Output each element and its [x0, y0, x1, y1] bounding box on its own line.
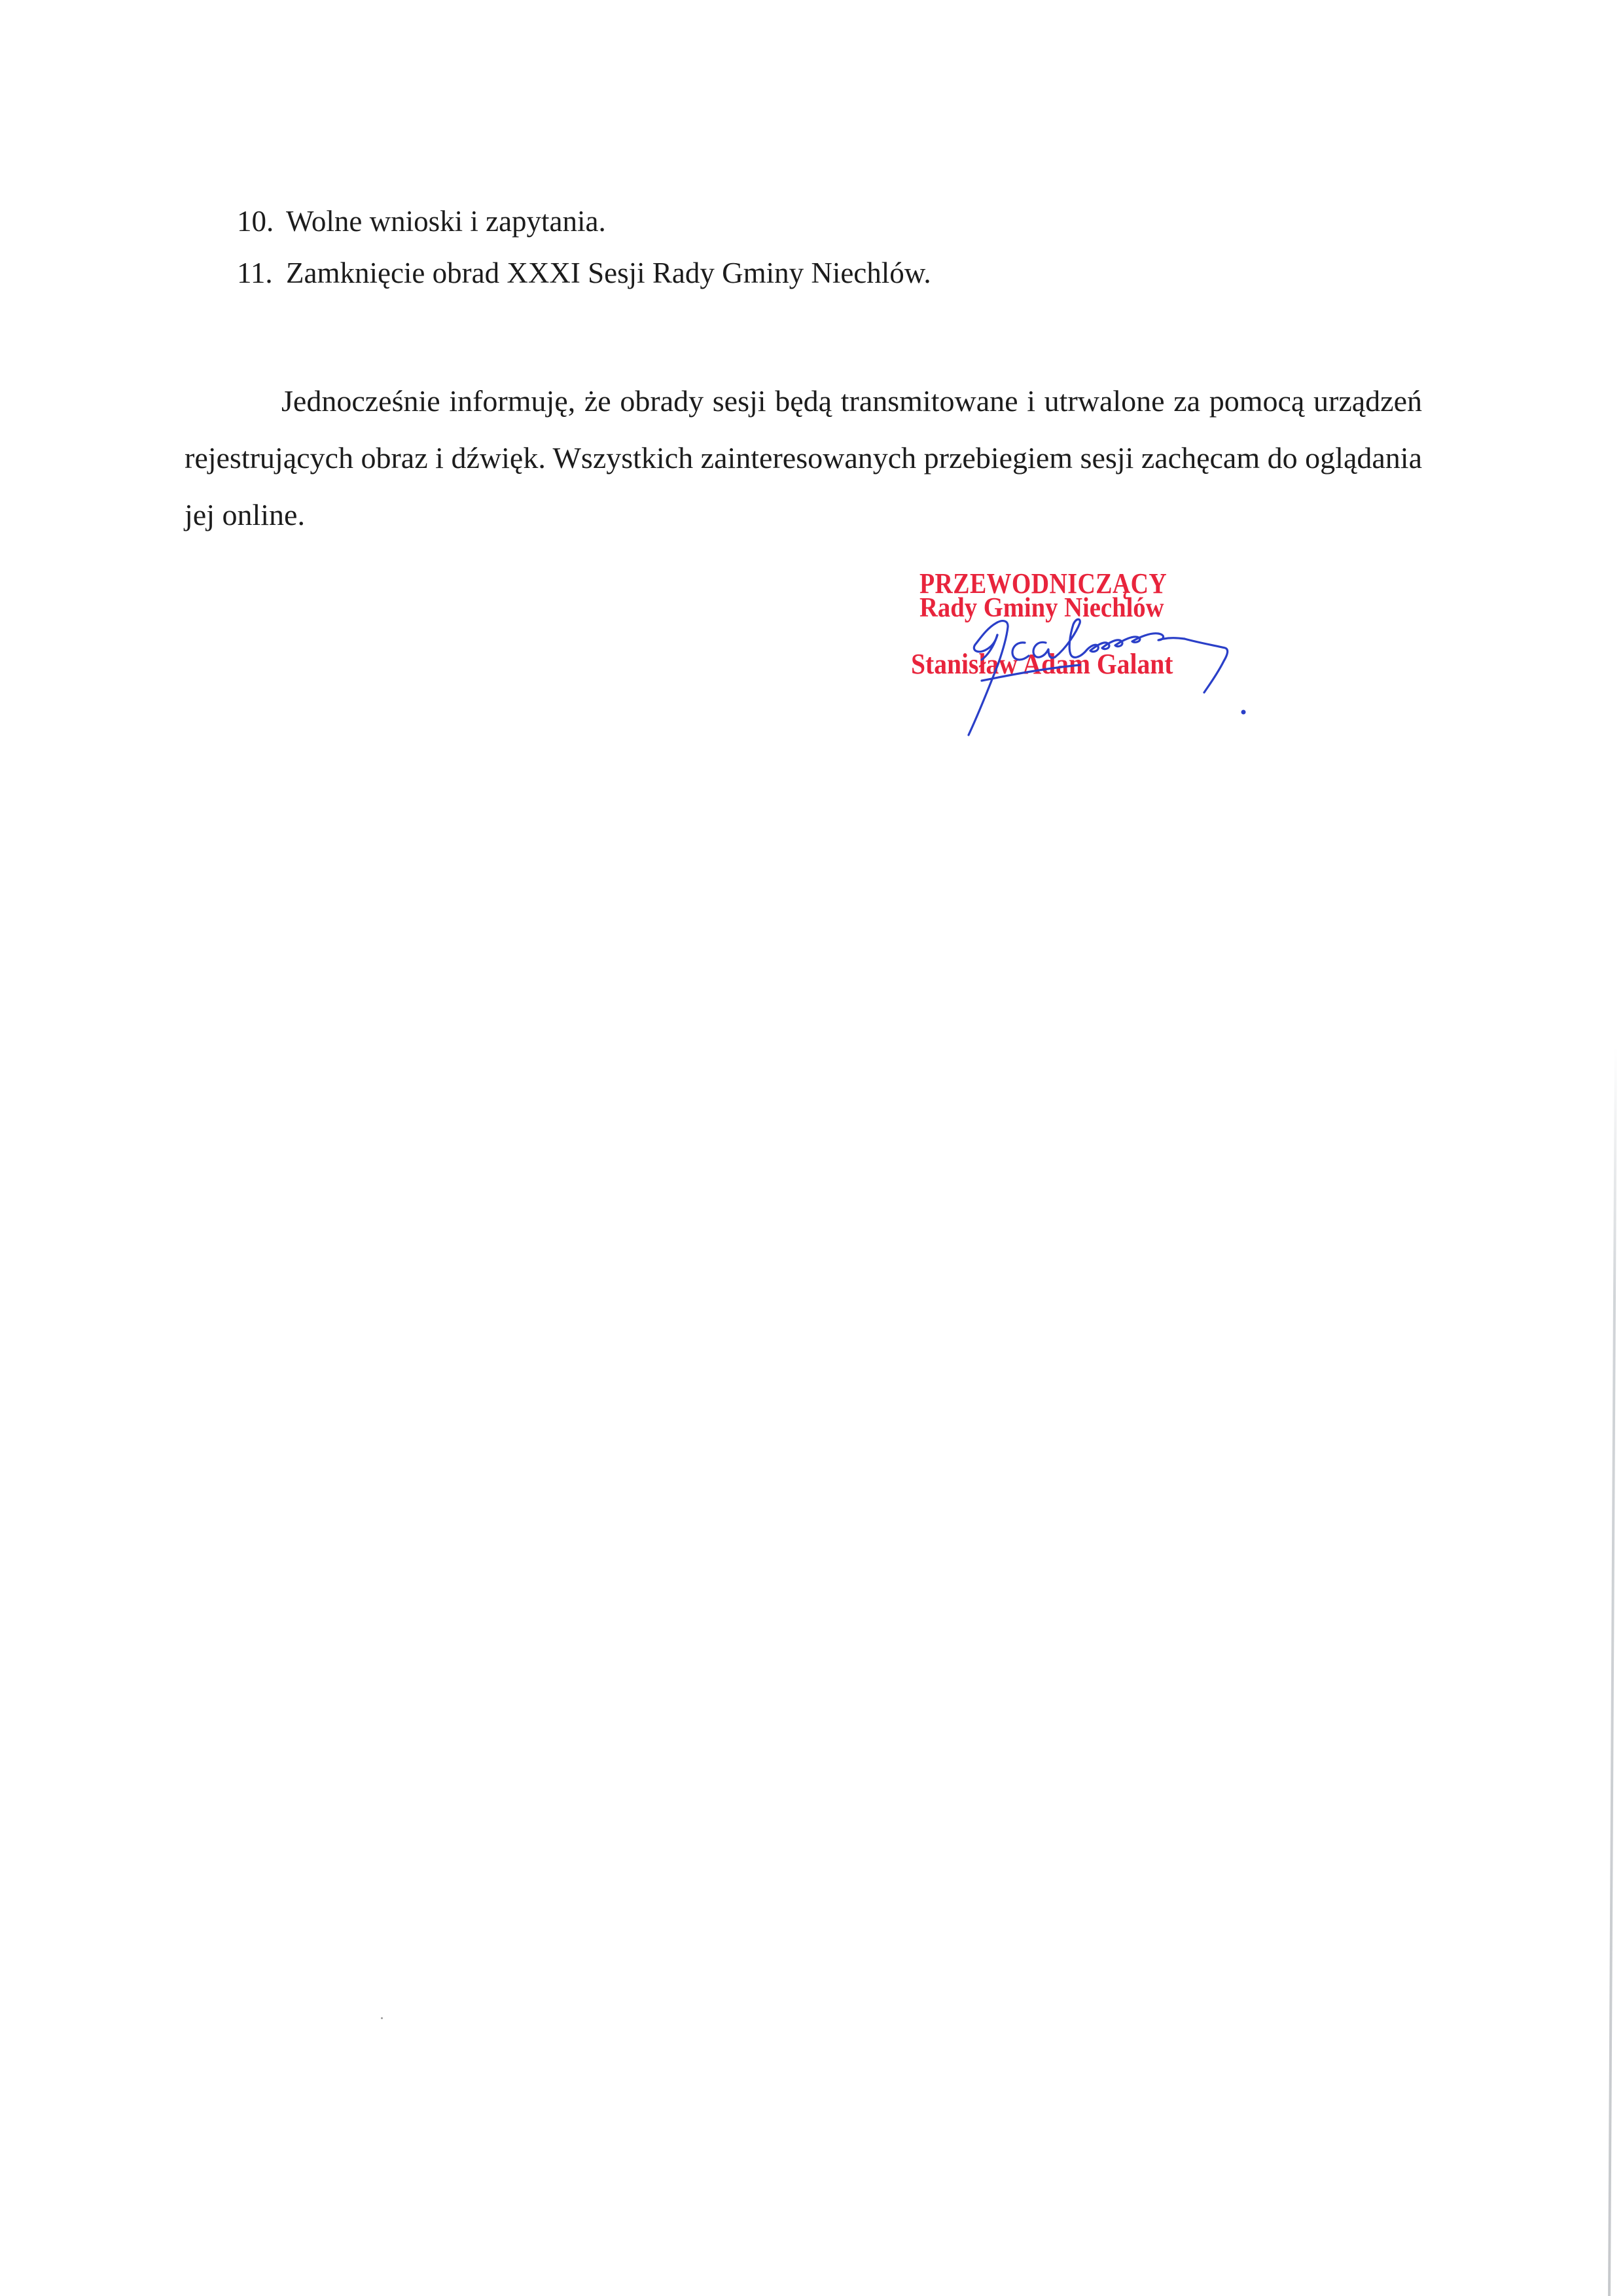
- agenda-text: Wolne wnioski i zapytania.: [286, 205, 606, 238]
- scan-speck: [381, 2017, 383, 2019]
- stamp-title: PRZEWODNICZĄCY: [919, 567, 1168, 600]
- agenda-item-11: [237, 259, 931, 288]
- stamp-council: Rady Gminy Niechlów: [919, 593, 1164, 623]
- stamp-name: Stanisław Adam Galant: [911, 648, 1173, 680]
- scan-edge-line: [1608, 1047, 1617, 2296]
- handwritten-signature-icon: [942, 609, 1257, 753]
- agenda-text: Zamknięcie obrad XXXI Sesji Rady Gminy Niechlów.: [286, 257, 931, 289]
- agenda-number: 11.: [237, 257, 273, 289]
- agenda-number: 10.: [237, 205, 274, 238]
- broadcast-notice-paragraph: Jednocześnie informuję, że obrady sesji będą transmitowane i utrwalone za pomocą urządzeń rejestrujących obraz i dźwięk. Wszystkich zainteresowanych przebiegiem sesji zachęcam do oglądania jej online.: [185, 384, 1422, 531]
- agenda-item-10: [237, 207, 606, 236]
